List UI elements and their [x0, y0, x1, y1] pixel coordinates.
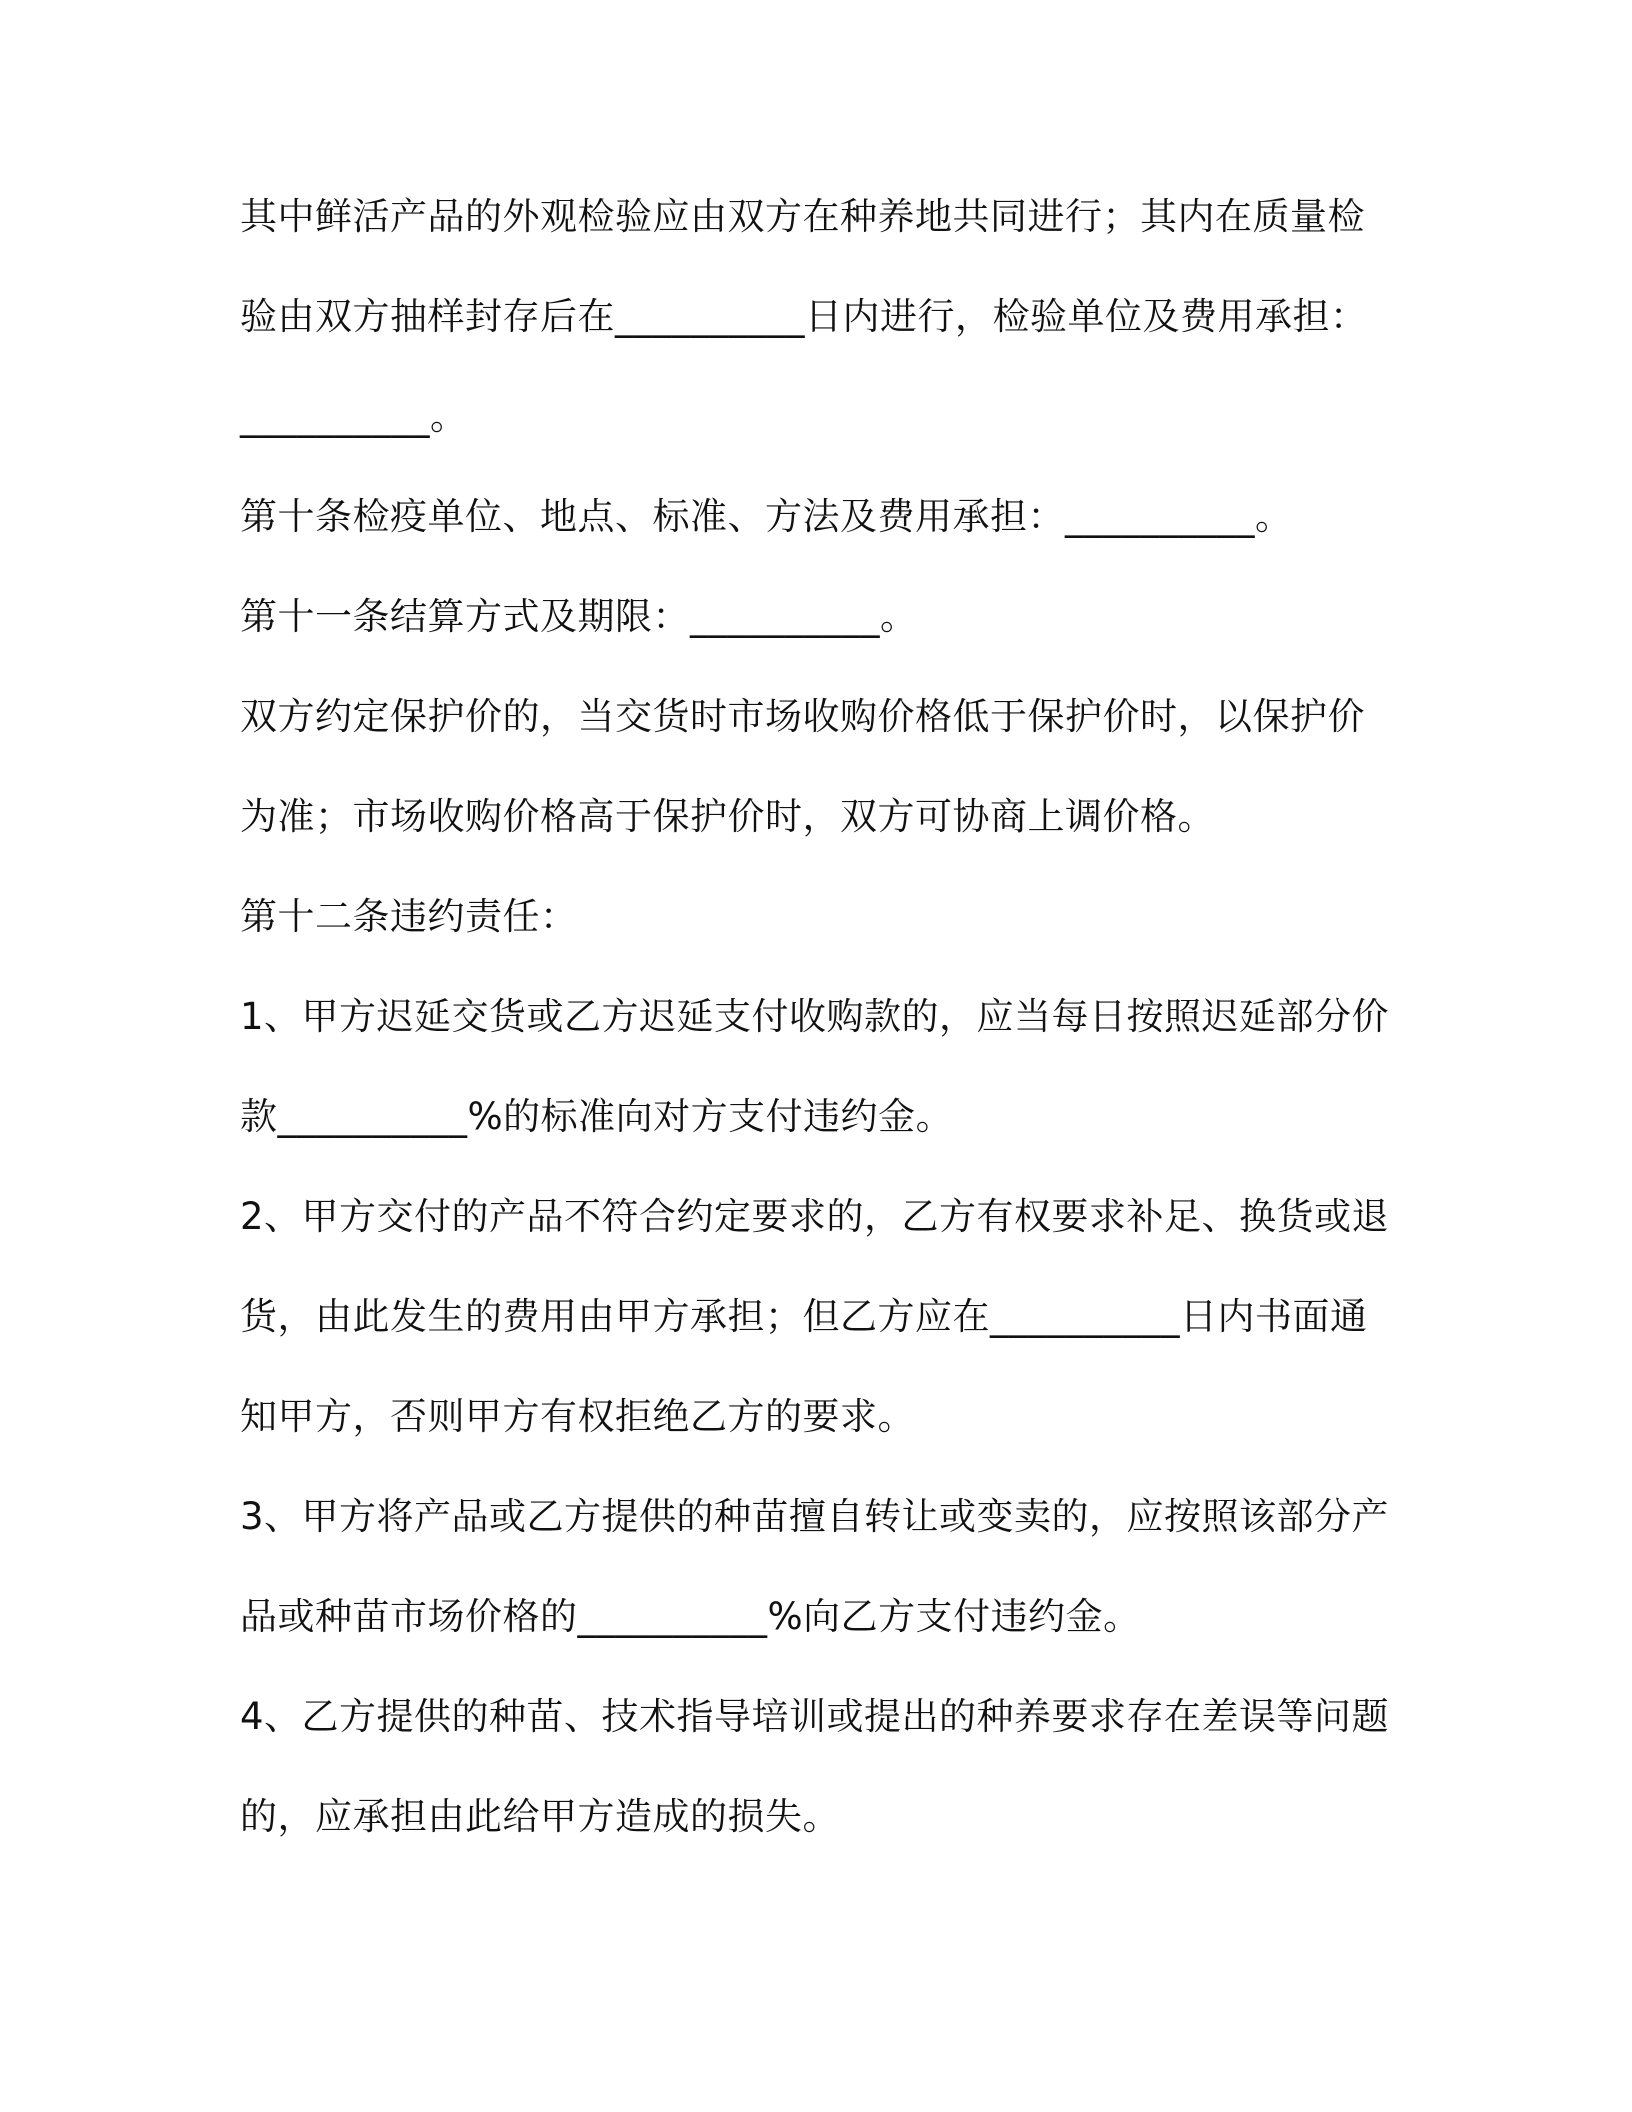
item-4-line-2: 的，应承担由此给甲方造成的损失。 [240, 1795, 840, 1838]
text-line-protection-price-1: 双方约定保护价的，当交货时市场收购价格低于保护价时，以保护价 [240, 695, 1365, 738]
item-4-line-1: 4、乙方提供的种苗、技术指导培训或提出的种养要求存在差误等问题 [240, 1695, 1390, 1738]
text-line-inspection-2: 验由双方抽样封存后在__________日内进行，检验单位及费用承担： [240, 295, 1368, 338]
item-2-line-2: 货，由此发生的费用由甲方承担；但乙方应在__________日内书面通 [240, 1295, 1368, 1338]
text-line-protection-price-2: 为准；市场收购价格高于保护价时，双方可协商上调价格。 [240, 795, 1215, 838]
item-3-line-1: 3、甲方将产品或乙方提供的种苗擅自转让或变卖的，应按照该部分产 [240, 1495, 1390, 1538]
item-1-line-2: 款__________%的标准向对方支付违约金。 [240, 1095, 954, 1138]
item-2-line-3: 知甲方，否则甲方有权拒绝乙方的要求。 [240, 1395, 915, 1438]
item-1-line-1: 1、甲方迟延交货或乙方迟延支付收购款的，应当每日按照迟延部分价 [240, 995, 1390, 1038]
clause-12-heading: 第十二条违约责任： [240, 895, 578, 938]
clause-11: 第十一条结算方式及期限：__________。 [240, 595, 918, 638]
item-3-line-2: 品或种苗市场价格的__________%向乙方支付违约金。 [240, 1595, 1141, 1638]
item-2-line-1: 2、甲方交付的产品不符合约定要求的，乙方有权要求补足、换货或退 [240, 1195, 1390, 1238]
text-line-inspection-3: __________。 [240, 395, 468, 438]
text-line-inspection-1: 其中鲜活产品的外观检验应由双方在种养地共同进行；其内在质量检 [240, 195, 1365, 238]
clause-10: 第十条检疫单位、地点、标准、方法及费用承担：__________。 [240, 495, 1293, 538]
